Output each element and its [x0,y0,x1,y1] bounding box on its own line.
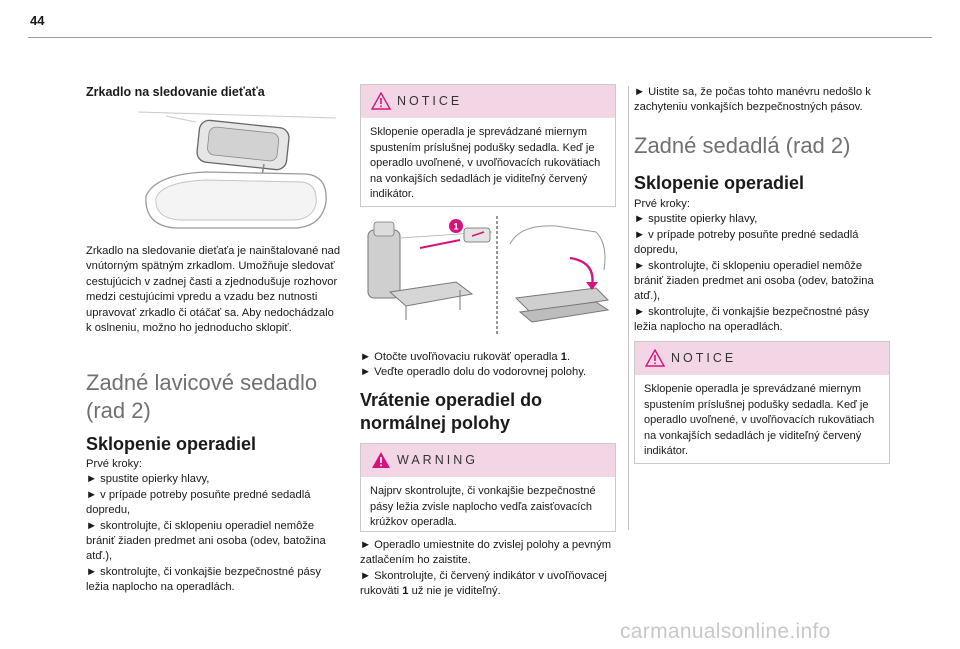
step-item: ► skontrolujte, či vonkajšie bezpečnostné pásy ležia naplocho na operadlách. [634,305,869,334]
notice-text: Sklopenie operadla je sprevádzané miernym spustením príslušnej podušky sedadla. Keď je operadlo uvoľnené, v uvoľňovacích rukovätiach na vonkajších sedadlách je viditeľný červený indikátor. [644,383,875,458]
mirror-illustration [136,110,341,238]
header-rule [28,37,932,38]
fold-heading-3: Sklopenie operadiel [634,173,805,193]
step-item: ► skontrolujte, či vonkajšie bezpečnostné pásy ležia naplocho na operadlách. [86,565,321,594]
step-item: ► Veďte operadlo dolu do vodorovnej polohy. [360,366,587,379]
step-rotate-text: ► Otočte uvoľňovaciu rukoväť operadla [360,351,561,363]
warning-triangle-icon [645,349,665,367]
step-rotate-end: . [566,351,571,363]
step-check-end: už nie je viditeľný. [408,585,501,598]
notice-text: Sklopenie operadla je sprevádzané miernym spustením príslušnej podušky sedadla. Keď je operadlo uvoľnené, v uvoľňovacích rukovätiach na vonkajších sedadlách je viditeľný červený indikátor. [370,126,601,201]
step-check-text: ► Skontrolujte, či červený indikátor v uvoľňovacej rukoväti [360,569,607,598]
mirror-description: Zrkadlo na sledovanie dieťaťa je nainštalované nad vnútorným spätným zrkadlom. Umožňuje sledovať cestujúcich v zadnej časti a zjednodušuje rozhovor medzi cestujúcimi vpredu a vzadu bez nutnosti upravovať zrkadlo či otáčať sa. Aby nedochádzalo k oslneniu, možno ho jednoducho sklopiť. [86,245,341,335]
first-steps-label: Prvé kroky: [634,198,690,210]
fold-steps-2 [360,350,616,381]
fold-steps [86,457,342,596]
section-title-bench: Zadné lavicové sedadlo (rad 2) [86,370,318,423]
fold-heading: Sklopenie operadiel [86,434,257,454]
step-item [360,569,616,600]
notice-band [635,342,889,375]
page-number: 44 [30,13,45,28]
warning-band [361,444,615,477]
notice-label: NOTICE [397,94,463,108]
step-check-ref: 1 [402,585,409,598]
step-item: ► v prípade potreby posuňte predné sedadlá dopredu, [86,488,311,517]
watermark: carmanualsonline.info [620,620,831,643]
notice-label: NOTICE [671,351,737,365]
seat-fold-illustration [360,214,616,336]
notice-band [361,85,615,118]
step-rotate-ref: 1 [560,351,567,363]
warning-text: Najprv skontrolujte, či vonkajšie bezpečnostné pásy ležia zvisle naplocho vedľa zaisťovacích krúžkov operadla. [370,485,596,529]
step-item: ► skontrolujte, či sklopeniu operadiel nemôže brániť žiaden predmet ani osoba (odev, batožina atď.), [634,259,874,303]
step-item: ► spustite opierky hlavy, [86,473,210,486]
step-item: ► Operadlo umiestnite do zvislej polohy a pevným zatlačením ho zaistite. [360,539,612,567]
step-item: ► v prípade potreby posuňte predné sedadlá dopredu, [634,228,859,257]
step-item: ► skontrolujte, či sklopeniu operadiel nemôže brániť žiaden predmet ani osoba (odev, batožina atď.), [86,519,326,563]
warning-label: WARNING [397,453,478,467]
first-steps-label: Prvé kroky: [86,458,142,470]
warning-box [360,443,616,532]
step-item: ► spustite opierky hlavy, [634,213,758,226]
belt-check-step: ► Uistite sa, že počas tohto manévru nedošlo k zachyteniu vonkajších bezpečnostných pásov. [634,86,871,114]
warning-filled-icon [371,451,391,469]
return-heading: Vrátenie operadiel do normálnej polohy [360,390,543,433]
callout-1: 1 [453,221,459,232]
mirror-heading: Zrkadlo na sledovanie dieťaťa [86,85,265,99]
return-steps [360,538,616,600]
fold-steps-3 [634,197,890,336]
step-item [360,350,616,365]
notice-box-2 [634,341,890,464]
section-title-seats: Zadné sedadlá (rad 2) [634,133,851,158]
warning-triangle-icon [371,92,391,110]
column-divider [628,86,629,530]
notice-box [360,84,616,207]
